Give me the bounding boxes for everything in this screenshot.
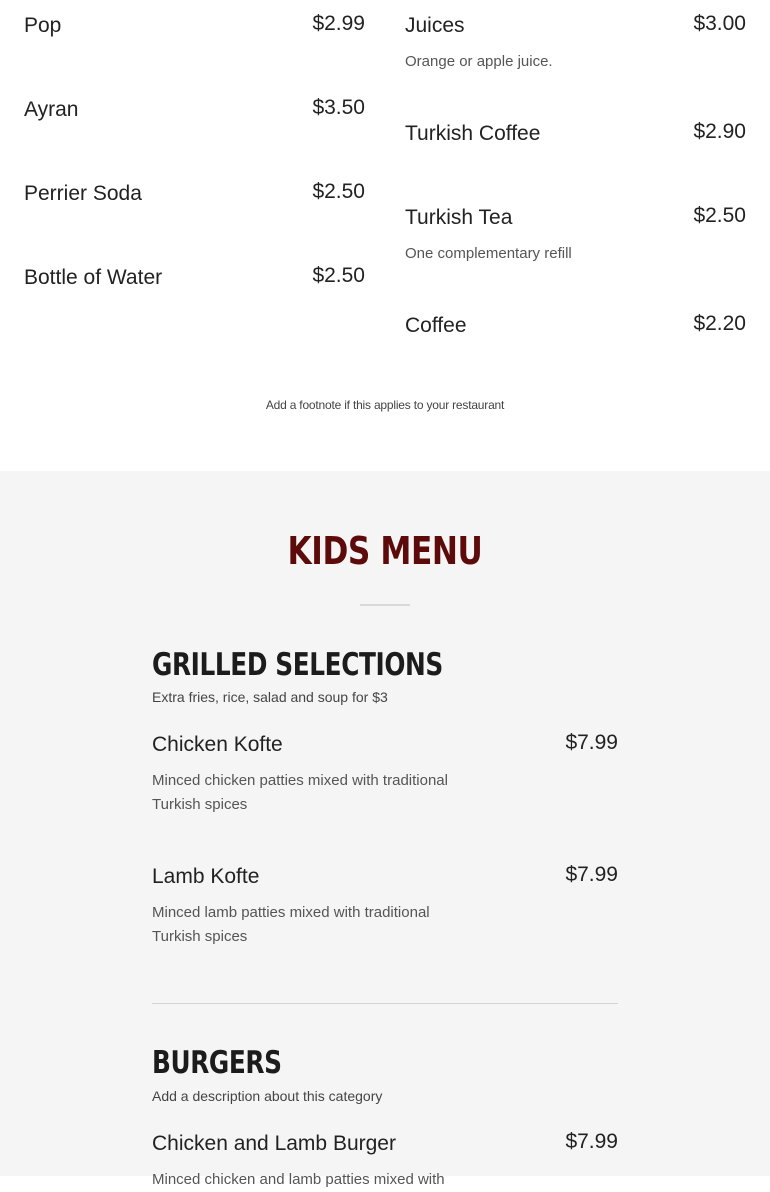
item-name: Chicken Kofte [152,733,283,756]
item-name: Juices [405,14,465,37]
item-price: $7.99 [565,1130,618,1153]
title-divider [360,604,410,606]
item-price: $2.50 [693,204,746,227]
category-title: BURGERS [152,1045,282,1081]
item-name: Bottle of Water [24,266,163,289]
item-name: Turkish Tea [405,206,513,229]
item-price: $3.00 [693,12,746,35]
item-description: Minced chicken and lamb patties mixed with [152,1171,445,1188]
section-title: KIDS MENU [287,529,483,573]
item-price: $2.99 [312,12,365,35]
item-name: Turkish Coffee [405,122,541,145]
item-name: Chicken and Lamb Burger [152,1132,396,1155]
item-price: $2.90 [693,120,746,143]
item-name: Ayran [24,98,79,121]
item-description: Minced chicken patties mixed with traditional Turkish spices [152,772,448,813]
category-description: Add a description about this category [152,1088,383,1104]
item-price: $2.50 [312,264,365,287]
footnote: Add a footnote if this applies to your restaurant [265,398,505,412]
item-name: Coffee [405,314,467,337]
item-price: $2.50 [312,180,365,203]
item-name: Lamb Kofte [152,865,260,888]
category-title: GRILLED SELECTIONS [152,647,443,683]
item-description: Minced lamb patties mixed with traditional Turkish spices [152,904,430,945]
item-description: Orange or apple juice. [405,53,553,70]
item-description: One complementary refill [405,245,572,262]
category-description: Extra fries, rice, salad and soup for $3 [152,689,388,705]
category-divider [152,1003,618,1004]
item-price: $2.20 [693,312,746,335]
item-name: Perrier Soda [24,182,142,205]
item-price: $3.50 [312,96,365,119]
kids-menu-section [0,471,770,1188]
item-price: $7.99 [565,731,618,754]
item-price: $7.99 [565,863,618,886]
drinks-section [0,0,770,471]
item-name: Pop [24,14,62,37]
